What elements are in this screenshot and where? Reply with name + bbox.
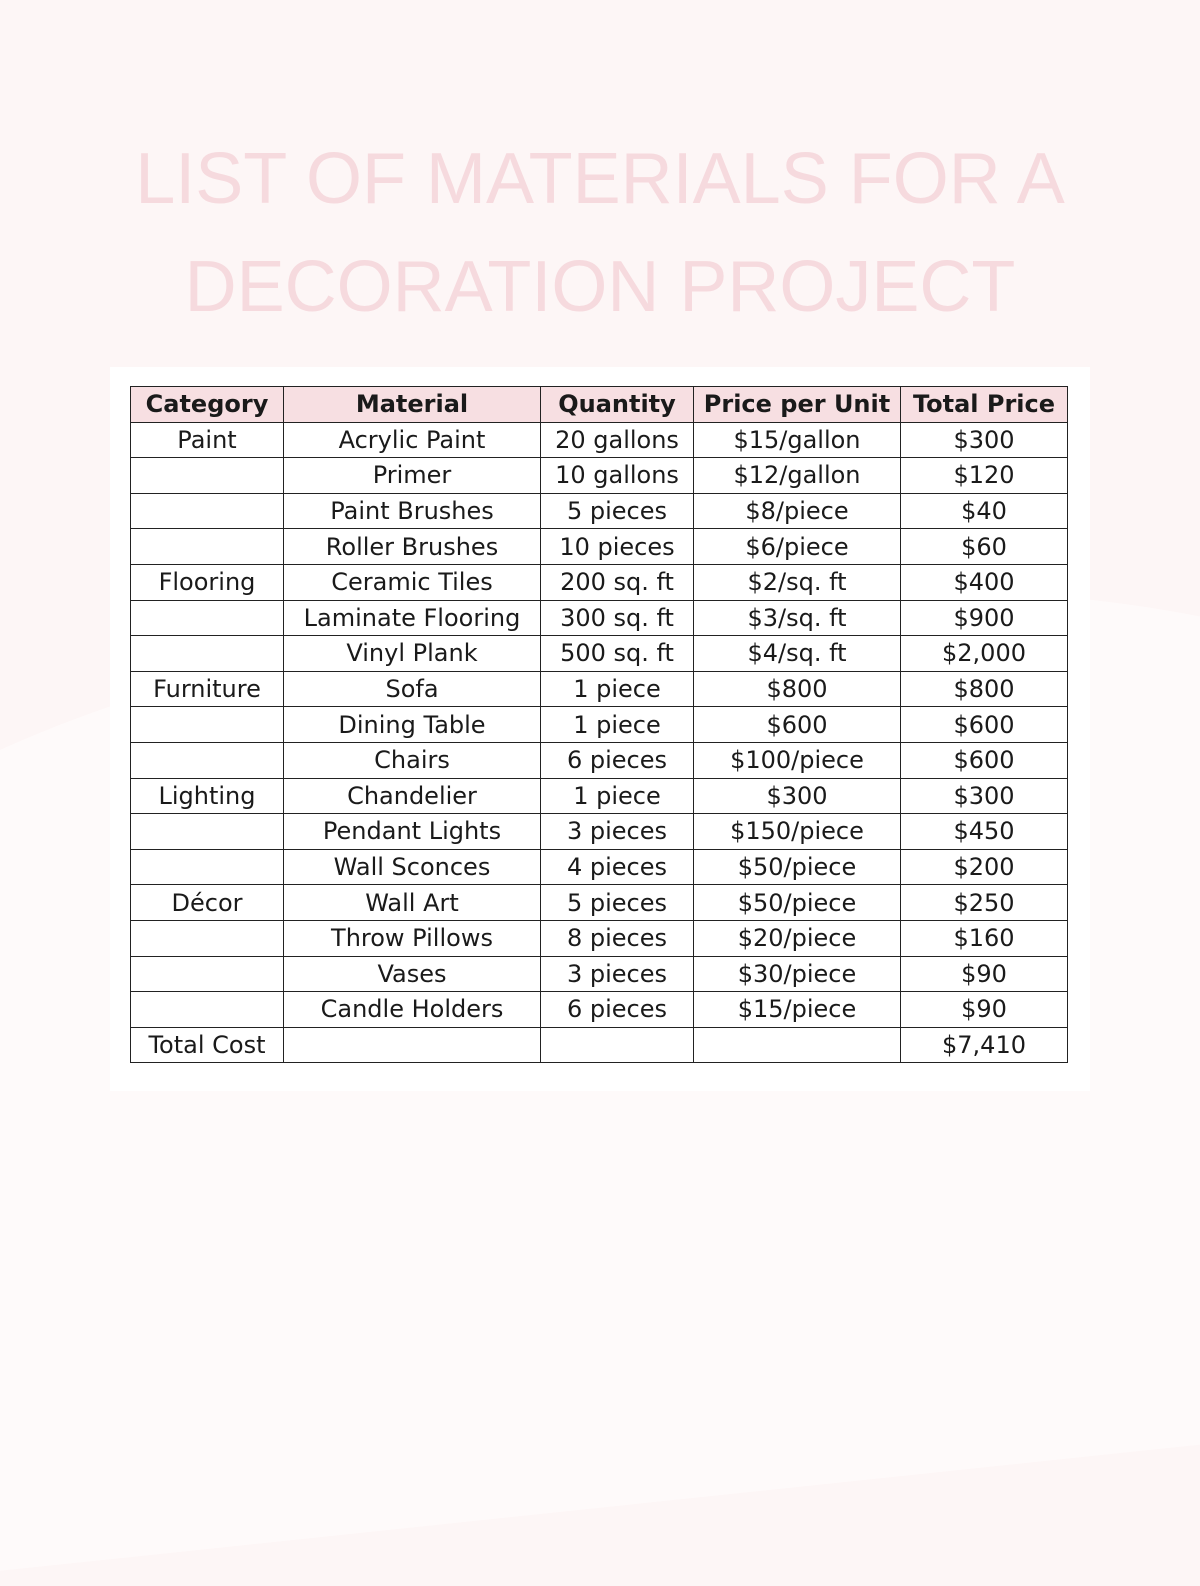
cell-material: Roller Brushes [284,529,541,565]
cell-quantity: 4 pieces [541,849,694,885]
cell-total-price: $300 [901,778,1068,814]
table-row [131,849,1068,885]
cell-quantity: 1 piece [541,707,694,743]
cell-category [131,920,284,956]
total-empty-cell [284,1027,541,1063]
cell-quantity: 300 sq. ft [541,600,694,636]
table-row [131,493,1068,529]
total-label: Total Cost [131,1027,284,1063]
total-empty-cell [694,1027,901,1063]
cell-category [131,600,284,636]
cell-category [131,636,284,672]
table-row [131,814,1068,850]
cell-total-price: $600 [901,707,1068,743]
table-row [131,778,1068,814]
cell-material: Vinyl Plank [284,636,541,672]
cell-material: Candle Holders [284,992,541,1028]
cell-category [131,814,284,850]
cell-total-price: $450 [901,814,1068,850]
cell-category [131,529,284,565]
cell-total-price: $800 [901,671,1068,707]
table-row [131,636,1068,672]
cell-quantity: 5 pieces [541,493,694,529]
cell-price-per-unit: $3/sq. ft [694,600,901,636]
cell-price-per-unit: $100/piece [694,742,901,778]
cell-total-price: $200 [901,849,1068,885]
cell-quantity: 1 piece [541,778,694,814]
cell-total-price: $900 [901,600,1068,636]
total-row [131,1027,1068,1063]
cell-quantity: 1 piece [541,671,694,707]
cell-price-per-unit: $30/piece [694,956,901,992]
cell-material: Vases [284,956,541,992]
cell-material: Acrylic Paint [284,422,541,458]
table-row [131,671,1068,707]
cell-price-per-unit: $15/piece [694,992,901,1028]
cell-price-per-unit: $4/sq. ft [694,636,901,672]
cell-total-price: $2,000 [901,636,1068,672]
cell-quantity: 8 pieces [541,920,694,956]
cell-price-per-unit: $600 [694,707,901,743]
table-row [131,742,1068,778]
table-row [131,920,1068,956]
cell-quantity: 6 pieces [541,992,694,1028]
cell-category: Furniture [131,671,284,707]
cell-total-price: $120 [901,458,1068,494]
cell-material: Sofa [284,671,541,707]
cell-total-price: $90 [901,956,1068,992]
cell-total-price: $90 [901,992,1068,1028]
cell-total-price: $60 [901,529,1068,565]
cell-total-price: $600 [901,742,1068,778]
table-row [131,992,1068,1028]
cell-category [131,707,284,743]
total-value: $7,410 [901,1027,1068,1063]
cell-quantity: 3 pieces [541,814,694,850]
cell-material: Laminate Flooring [284,600,541,636]
cell-total-price: $160 [901,920,1068,956]
header-price-per-unit: Price per Unit [694,387,901,423]
cell-category: Décor [131,885,284,921]
page-title [0,125,1200,341]
cell-price-per-unit: $150/piece [694,814,901,850]
cell-price-per-unit: $15/gallon [694,422,901,458]
cell-category: Flooring [131,564,284,600]
cell-category [131,849,284,885]
cell-price-per-unit: $8/piece [694,493,901,529]
header-quantity: Quantity [541,387,694,423]
cell-category [131,956,284,992]
table-body [131,422,1068,1027]
cell-total-price: $300 [901,422,1068,458]
header-row [131,387,1068,423]
cell-quantity: 10 gallons [541,458,694,494]
cell-material: Wall Sconces [284,849,541,885]
cell-price-per-unit: $300 [694,778,901,814]
cell-price-per-unit: $6/piece [694,529,901,565]
table-row [131,458,1068,494]
cell-total-price: $250 [901,885,1068,921]
cell-category: Lighting [131,778,284,814]
cell-quantity: 3 pieces [541,956,694,992]
cell-total-price: $400 [901,564,1068,600]
cell-category [131,458,284,494]
table-row [131,885,1068,921]
header-total-price: Total Price [901,387,1068,423]
cell-material: Chairs [284,742,541,778]
table-row [131,529,1068,565]
table-row [131,422,1068,458]
table-row [131,600,1068,636]
cell-price-per-unit: $20/piece [694,920,901,956]
cell-category [131,742,284,778]
table-row [131,564,1068,600]
materials-table [130,386,1068,1063]
cell-material: Primer [284,458,541,494]
cell-quantity: 6 pieces [541,742,694,778]
cell-price-per-unit: $12/gallon [694,458,901,494]
cell-price-per-unit: $2/sq. ft [694,564,901,600]
cell-quantity: 5 pieces [541,885,694,921]
cell-price-per-unit: $50/piece [694,849,901,885]
cell-material: Pendant Lights [284,814,541,850]
header-category: Category [131,387,284,423]
cell-material: Throw Pillows [284,920,541,956]
cell-price-per-unit: $50/piece [694,885,901,921]
cell-material: Wall Art [284,885,541,921]
table-card [110,367,1090,1091]
title-line-1: LIST OF MATERIALS FOR A [135,139,1065,219]
cell-material: Paint Brushes [284,493,541,529]
cell-quantity: 10 pieces [541,529,694,565]
cell-category [131,992,284,1028]
total-empty-cell [541,1027,694,1063]
cell-quantity: 20 gallons [541,422,694,458]
cell-category [131,493,284,529]
cell-quantity: 500 sq. ft [541,636,694,672]
cell-material: Ceramic Tiles [284,564,541,600]
table-row [131,707,1068,743]
cell-category: Paint [131,422,284,458]
cell-quantity: 200 sq. ft [541,564,694,600]
cell-total-price: $40 [901,493,1068,529]
cell-material: Chandelier [284,778,541,814]
header-material: Material [284,387,541,423]
table-row [131,956,1068,992]
title-line-2: DECORATION PROJECT [184,247,1016,327]
cell-price-per-unit: $800 [694,671,901,707]
cell-material: Dining Table [284,707,541,743]
